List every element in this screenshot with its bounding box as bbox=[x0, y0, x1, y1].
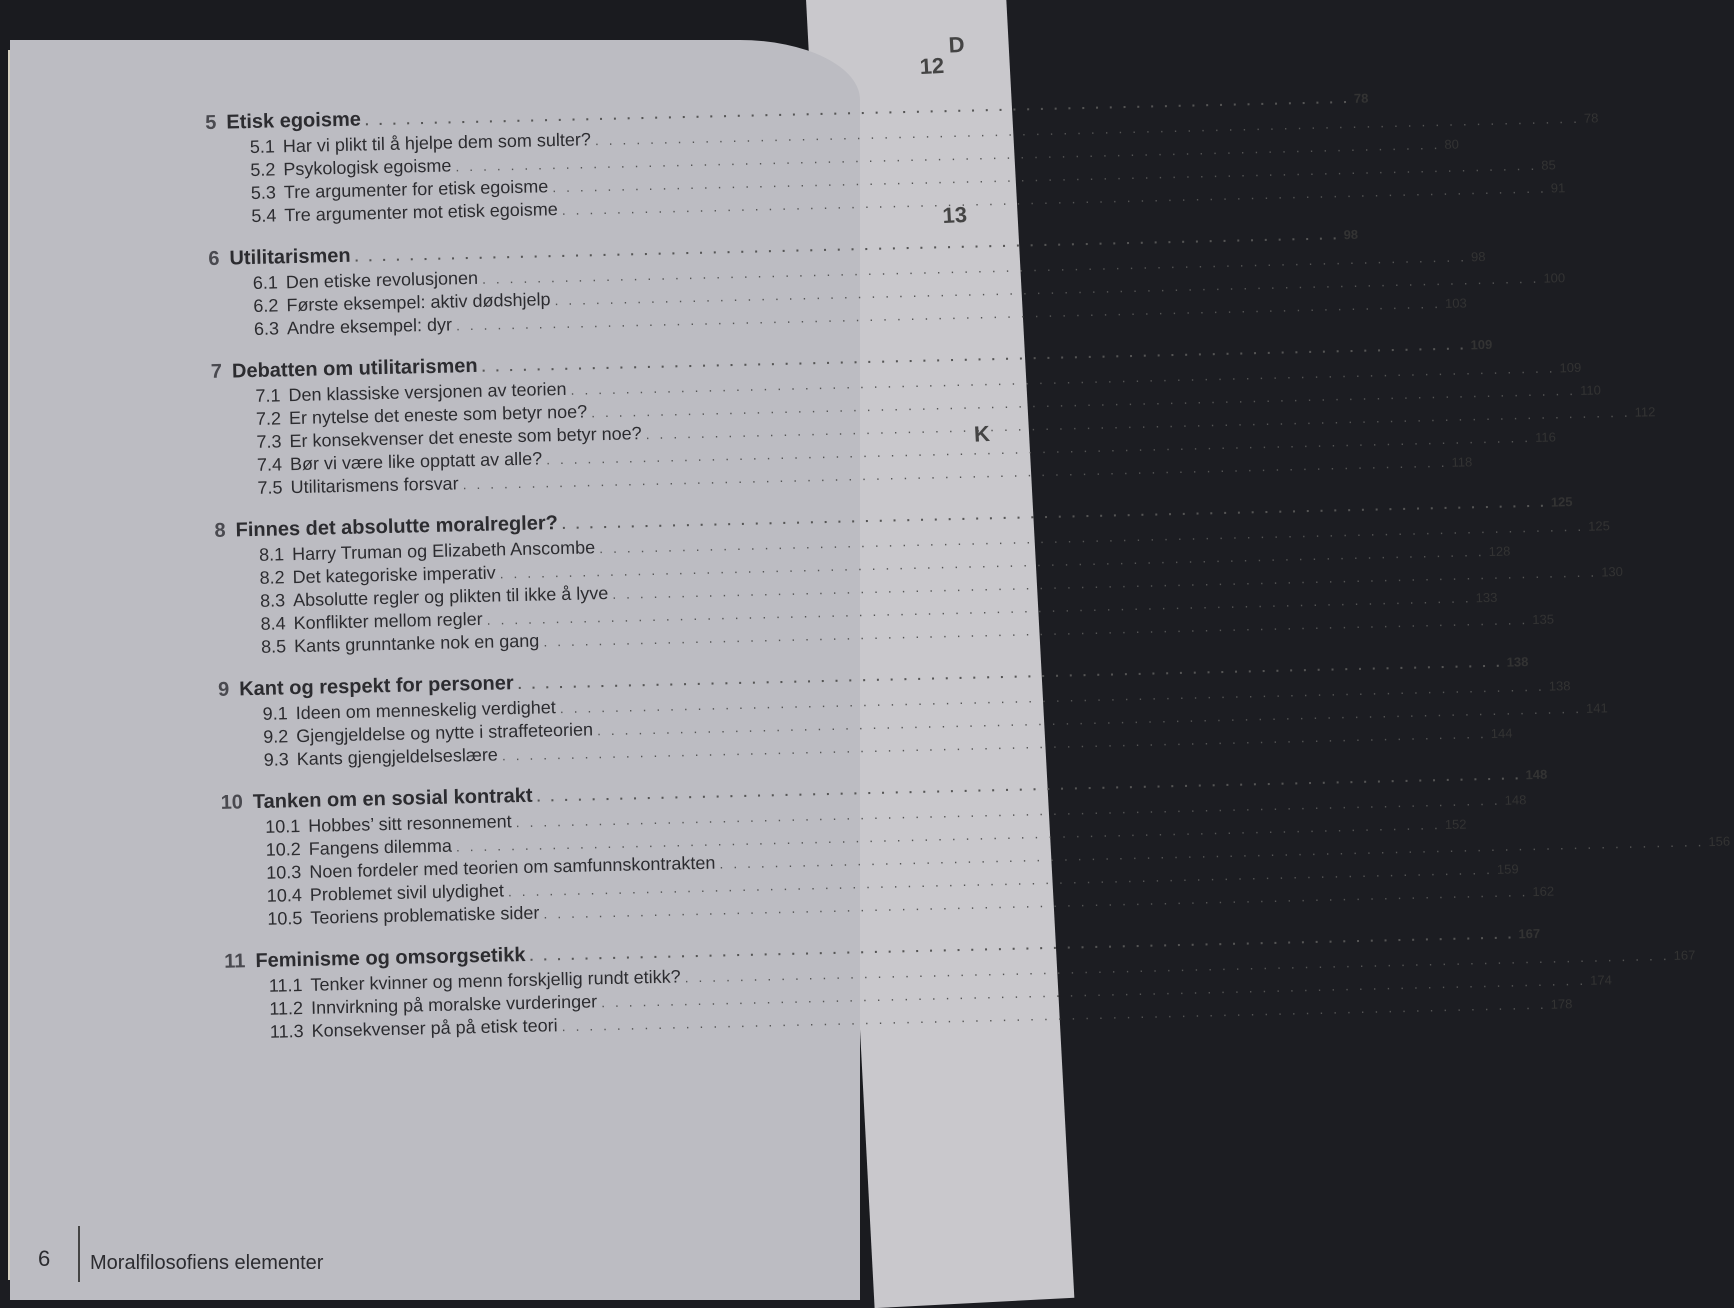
section-page: 109 bbox=[1559, 359, 1582, 376]
section-number: 8.5 bbox=[260, 636, 287, 657]
section-page: 178 bbox=[1550, 996, 1573, 1012]
facing-page-letter: D bbox=[947, 31, 966, 58]
section-title: Noen fordeler med teorien om samfunnskontrakten bbox=[309, 852, 716, 882]
facing-page-number-2: 13 bbox=[941, 201, 968, 229]
section-number: 5.3 bbox=[250, 182, 277, 203]
section-number: 7.3 bbox=[256, 431, 282, 452]
section-title: Kants grunntanke nok en gang bbox=[293, 630, 540, 657]
section-title: Innvirkning på moralske vurderinger bbox=[310, 991, 598, 1018]
section-page: 159 bbox=[1496, 861, 1519, 877]
chapter-page: 148 bbox=[1525, 766, 1548, 783]
section-page: 78 bbox=[1583, 110, 1599, 126]
section-title: Bør vi være like opptatt av alle? bbox=[289, 448, 543, 475]
section-title: Første eksempel: aktiv dødshjelp bbox=[286, 289, 551, 316]
section-page: 135 bbox=[1532, 611, 1555, 628]
chapter-title: Tanken om en sosial kontrakt bbox=[252, 784, 533, 814]
chapter-title: Feminisme og omsorgsetikk bbox=[255, 943, 526, 973]
section-number: 7.5 bbox=[257, 477, 283, 498]
section-number: 7.4 bbox=[256, 454, 283, 475]
section-page: 112 bbox=[1634, 404, 1656, 420]
section-number: 10.2 bbox=[265, 839, 302, 860]
section-title: Psykologisk egoisme bbox=[283, 155, 452, 180]
chapter-title: Debatten om utilitarismen bbox=[231, 354, 478, 383]
section-title: Hobbes’ sitt resonnement bbox=[308, 811, 512, 836]
section-title: Problemet sivil ulydighet bbox=[309, 880, 505, 905]
section-page: 162 bbox=[1532, 883, 1555, 900]
section-page: 141 bbox=[1585, 700, 1608, 716]
section-page: 125 bbox=[1588, 518, 1611, 534]
chapter-entry bbox=[220, 766, 1731, 933]
section-number: 6.1 bbox=[252, 272, 279, 293]
section-number: 9.3 bbox=[263, 749, 289, 770]
section-page: 133 bbox=[1475, 589, 1498, 606]
section-number: 9.2 bbox=[262, 726, 289, 747]
section-title: Gjengjeldelse og nytte i straffeteorien bbox=[295, 719, 594, 747]
section-number: 10.1 bbox=[265, 816, 301, 837]
section-page: 152 bbox=[1444, 816, 1467, 833]
section-title: Teoriens problematiske sider bbox=[310, 902, 540, 928]
chapter-entry bbox=[217, 654, 1608, 774]
section-number: 8.4 bbox=[260, 613, 286, 634]
section-number: 8.1 bbox=[258, 544, 285, 565]
section-number: 5.4 bbox=[251, 205, 277, 226]
chapter-title: Utilitarismen bbox=[229, 244, 351, 270]
section-title: Den etiske revolusjonen bbox=[285, 267, 479, 293]
chapter-title: Finnes det absolutte moralregler? bbox=[235, 512, 559, 542]
section-number: 10.4 bbox=[266, 885, 303, 906]
section-page: 98 bbox=[1470, 248, 1486, 265]
section-page: 128 bbox=[1488, 543, 1511, 559]
section-page: 156 bbox=[1708, 833, 1731, 850]
section-number: 10.3 bbox=[266, 862, 302, 883]
section-number: 7.1 bbox=[255, 385, 281, 406]
section-title: Ideen om menneskelig verdighet bbox=[295, 697, 557, 724]
section-title: Kants gjengjeldelseslære bbox=[296, 744, 499, 770]
section-number: 11.3 bbox=[269, 1021, 304, 1042]
chapter-page: 109 bbox=[1470, 336, 1493, 353]
section-title: Harry Truman og Elizabeth Anscombe bbox=[291, 537, 596, 565]
section-page: 116 bbox=[1534, 429, 1556, 445]
section-title: Konflikter mellom regler bbox=[293, 608, 483, 634]
chapter-number: 8 bbox=[214, 519, 226, 542]
section-number: 9.1 bbox=[262, 703, 288, 724]
section-title: Den klassiske versjonen av teorien bbox=[288, 378, 567, 406]
section-title: Absolutte regler og plikten til ikke å lyve bbox=[292, 582, 609, 611]
facing-page-letter-2: K bbox=[973, 420, 991, 447]
chapter-entry bbox=[224, 925, 1696, 1046]
page-number: 6 bbox=[38, 1246, 51, 1271]
section-page: 138 bbox=[1548, 678, 1571, 694]
running-title: Moralfilosofiens elementer bbox=[90, 1252, 324, 1274]
section-page: 174 bbox=[1589, 972, 1613, 988]
chapter-page: 125 bbox=[1550, 494, 1573, 510]
section-title: Er konsekvenser det eneste som betyr noe? bbox=[289, 423, 642, 452]
section-title: Andre eksempel: dyr bbox=[286, 314, 453, 339]
footer-divider bbox=[78, 1226, 80, 1282]
section-number: 6.3 bbox=[253, 318, 280, 339]
chapter-page: 167 bbox=[1518, 925, 1541, 942]
facing-page-number: 12 bbox=[919, 52, 945, 80]
chapter-title: Etisk egoisme bbox=[226, 108, 362, 134]
chapter-entry bbox=[214, 494, 1624, 661]
section-page: 167 bbox=[1673, 947, 1696, 963]
section-number: 5.1 bbox=[249, 136, 276, 157]
section-number: 7.2 bbox=[255, 408, 282, 429]
chapter-page: 138 bbox=[1506, 654, 1529, 670]
section-title: Det kategoriske imperativ bbox=[292, 562, 496, 588]
section-title: Tre argumenter mot etisk egoisme bbox=[284, 199, 558, 226]
section-title: Konsekvenser på på etisk teori bbox=[311, 1015, 558, 1041]
chapter-number: 5 bbox=[205, 111, 217, 134]
table-of-contents bbox=[205, 90, 1731, 1064]
chapter-number: 9 bbox=[217, 678, 230, 701]
section-number: 8.3 bbox=[259, 590, 286, 611]
chapter-page: 78 bbox=[1353, 90, 1369, 106]
section-title: Har vi plikt til å hjelpe dem som sulter? bbox=[282, 129, 592, 157]
chapter-number: 10 bbox=[220, 791, 244, 814]
section-page: 144 bbox=[1490, 725, 1513, 741]
section-page: 130 bbox=[1601, 563, 1624, 580]
chapter-entry bbox=[208, 226, 1566, 343]
section-number: 10.5 bbox=[267, 908, 303, 929]
section-page: 148 bbox=[1504, 792, 1527, 808]
section-number: 5.2 bbox=[250, 159, 276, 180]
section-page: 110 bbox=[1579, 382, 1602, 398]
chapter-number: 11 bbox=[224, 950, 246, 973]
section-page: 103 bbox=[1444, 295, 1467, 311]
section-number: 8.2 bbox=[259, 567, 285, 588]
chapter-number: 7 bbox=[210, 360, 223, 383]
section-page: 100 bbox=[1543, 270, 1566, 286]
section-title: Tenker kvinner og menn forskjellig rundt etikk? bbox=[310, 966, 681, 995]
section-page: 80 bbox=[1444, 136, 1460, 152]
section-page: 118 bbox=[1451, 454, 1473, 470]
section-title: Utilitarismens forsvar bbox=[290, 473, 459, 498]
section-number: 6.2 bbox=[253, 295, 279, 316]
section-title: Tre argumenter for etisk egoisme bbox=[283, 176, 549, 203]
chapter-page: 98 bbox=[1343, 226, 1359, 243]
section-page: 85 bbox=[1541, 157, 1556, 173]
section-page: 91 bbox=[1550, 180, 1566, 196]
section-number: 11.1 bbox=[268, 975, 303, 996]
chapter-number: 6 bbox=[208, 247, 220, 270]
section-number: 11.2 bbox=[269, 998, 304, 1019]
section-title: Fangens dilemma bbox=[308, 835, 453, 859]
section-title: Er nytelse det eneste som betyr noe? bbox=[288, 401, 588, 429]
chapter-title: Kant og respekt for personer bbox=[238, 672, 514, 701]
